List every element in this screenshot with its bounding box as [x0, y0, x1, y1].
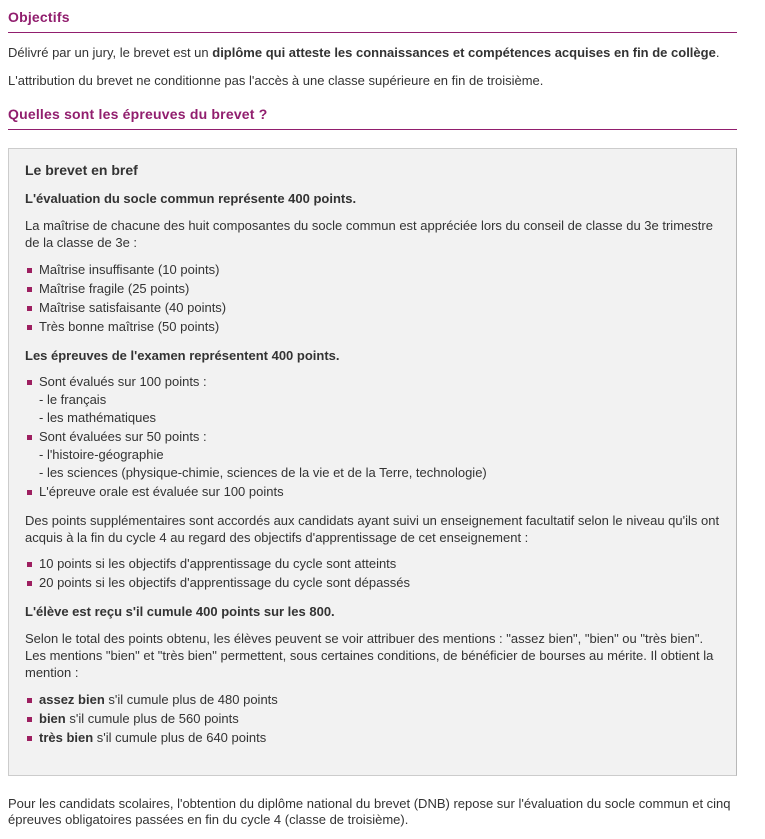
section-objectifs [8, 8, 737, 90]
mentions-paragraph: Selon le total des points obtenu, les élèves peuvent se voir attribuer des mentions : "assez bien", "bien" ou "très bien". Les mentions "bien" et "très bien" permettent, sous certaines conditions, de bénéficier de bourses au mérite. Il obtient la mention : [25, 631, 714, 680]
mention-rest: s'il cumule plus de 560 points [65, 710, 239, 726]
points-supp-list [25, 556, 720, 592]
list-item-text: Sont évalués sur 100 points : [39, 374, 207, 390]
examen-list [25, 374, 720, 500]
list-item [25, 374, 720, 427]
mention-label: bien [39, 710, 66, 726]
list-item: Maîtrise satisfaisante (40 points) [25, 300, 720, 317]
maitrise-list [25, 262, 720, 336]
intro-p1-run-normal: Délivré par un jury, le brevet est un [8, 45, 213, 61]
list-item-text: Sont évaluées sur 50 points : [39, 429, 207, 445]
section-epreuves [8, 105, 737, 776]
sub-line: - l'histoire-géographie [39, 447, 164, 463]
list-item: Maîtrise insuffisante (10 points) [25, 262, 720, 279]
intro-paragraph-1 [8, 45, 737, 62]
brevet-en-bref-box [8, 148, 737, 775]
candidats-scolaires-paragraph: Pour les candidats scolaires, l'obtention du diplôme national du brevet (DNB) repose sur l'évaluation du socle commun et cinq épreuves obligatoires passées en fin du cycle 4 (classe de troisième). [8, 795, 731, 828]
list-item: Maîtrise fragile (25 points) [25, 281, 720, 298]
objectifs-heading: Objectifs [8, 8, 737, 33]
mention-label: très bien [39, 729, 94, 745]
sub-line: - le français [39, 392, 107, 408]
epreuves-heading: Quelles sont les épreuves du brevet ? [8, 105, 737, 130]
list-item [25, 692, 720, 709]
list-item [25, 484, 720, 501]
socle-heading: L'évaluation du socle commun représente 400 points. [25, 191, 357, 207]
list-item-text: L'épreuve orale est évaluée sur 100 points [39, 483, 284, 499]
list-item [25, 711, 720, 728]
intro-p1-run-bold: diplôme qui atteste les connaissances et compétences acquises en fin de collège [212, 45, 716, 61]
socle-paragraph: La maîtrise de chacune des huit composantes du socle commun est appréciée lors du conseil de classe du 3e trimestre de la classe de 3e : [25, 218, 713, 251]
sub-line: - les mathématiques [39, 410, 157, 426]
mention-label: assez bien [39, 691, 105, 707]
sub-line: - les sciences (physique-chimie, sciences de la vie et de la Terre, technologie) [39, 464, 487, 480]
list-item: Très bonne maîtrise (50 points) [25, 319, 720, 336]
intro-p1-run-end: . [715, 45, 720, 61]
box-title: Le brevet en bref [25, 162, 138, 179]
intro-paragraph-2: L'attribution du brevet ne conditionne pas l'accès à une classe supérieure en fin de troisième. [8, 73, 544, 89]
list-item: 10 points si les objectifs d'apprentissage du cycle sont atteints [25, 556, 720, 573]
list-item [25, 730, 720, 747]
list-item [25, 429, 720, 482]
reussite-heading: L'élève est reçu s'il cumule 400 points sur les 800. [25, 604, 335, 620]
examen-heading: Les épreuves de l'examen représentent 400 points. [25, 347, 340, 363]
list-item: 20 points si les objectifs d'apprentissage du cycle sont dépassés [25, 575, 720, 592]
mention-rest: s'il cumule plus de 480 points [104, 691, 278, 707]
mention-rest: s'il cumule plus de 640 points [93, 729, 267, 745]
points-supp-paragraph: Des points supplémentaires sont accordés aux candidats ayant suivi un enseignement facultatif selon le niveau qu'ils ont acquis à la fin du cycle 4 au regard des objectifs d'apprentissage de cet enseignement : [25, 512, 720, 545]
mentions-list [25, 692, 720, 747]
